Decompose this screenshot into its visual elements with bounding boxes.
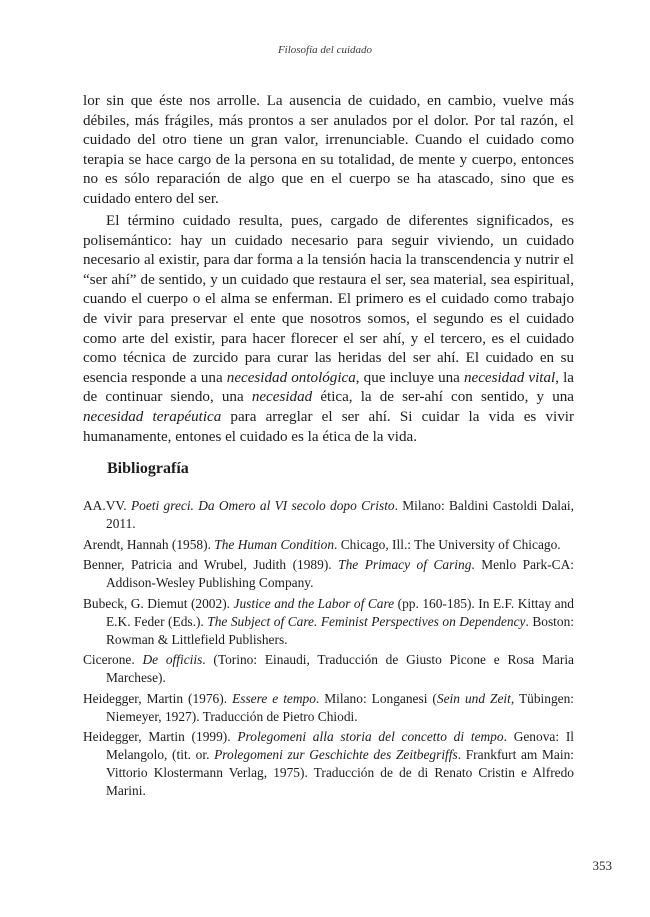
entry-author: Heidegger, Martin (1999). [83, 729, 238, 744]
entry-details: . Boston: Rowman & Littlefield Publishers. [106, 613, 574, 647]
entry-title: The Human Condition [214, 536, 335, 552]
entry-details: (pp. 160-185). In E.F. Kittay and E.K. Feder (Eds.). [106, 595, 575, 629]
body-paragraph-1: lor sin que éste nos arrolle. La ausencia de cuidado, en cambio, vuelve más débiles, más frágiles, más prontos a ser anulados por el dolor. Por tal razón, el cuidado del otro tiene un gran valor, irrenunciable. Cuando el cuidado como terapia se hace cargo de la persona en su totalidad, de mente y cuerpo, entonces no es sólo reparación de algo que en el cuerpo se ha atascado, sino que es cuidado entero del ser. [83, 93, 574, 207]
italic-term: necesidad vital [463, 369, 556, 386]
bibliography-entry [83, 556, 574, 592]
bibliography-entry [83, 595, 574, 649]
bibliography-heading: Bibliografía [107, 460, 189, 477]
italic-term: necesidad terapéutica [83, 408, 222, 425]
entry-details: , Tübingen: Niemeyer, 1927). Traducción de Pietro Chiodi. [106, 690, 574, 724]
bibliography-entry [83, 728, 574, 800]
entry-title: Prolegomeni alla storia del concetto di tempo [237, 729, 504, 744]
text-run: El término cuidado resulta, pues, cargado de diferentes significados, es polisemántico: hay un cuidado necesario para seguir viviendo, un cuidado necesario al existir, para dar forma a la tensión hacia la transcendencia y nutrir el “ser ahí” de sentido, y un cuidado que restaura el ser, sea material, sea espiritual, cuando el cuerpo o el alma se enferman. El primero es el cuidado como trabajo de vivir para preservar el ente que nosotros somos, el segundo es el cuidado como arte del existir, para hacer florecer el ser ahí, y el tercero, es el cuidado como técnica de zurcido para curar las heridas del ser ahí. El cuidado en su esencia responde a una [83, 213, 574, 386]
entry-title: The Primacy of Caring [338, 557, 472, 572]
bibliography-entry [83, 497, 574, 533]
body-paragraph-2 [83, 212, 574, 447]
text-run: para arreglar el ser ahí. Si cuidar la vida es vivir humanamente, entones el cuidado es la ética de la vida. [83, 408, 574, 445]
entry-details: . Milano: Baldini Castoldi Dalai, 2011. [106, 498, 575, 531]
entry-details: . Milano: Longanesi ( [315, 690, 437, 706]
text-run: ética, la de ser-ahí con sentido, y una [312, 389, 574, 406]
italic-term: necesidad [251, 389, 313, 406]
bibliography-entry [83, 651, 574, 687]
text-run: , la de continuar siendo, una [83, 369, 575, 406]
entry-author: AA.VV. [83, 498, 131, 513]
entry-details: . Genova: Il Melangolo, (tit. or. [106, 729, 574, 762]
text-run: , que incluye una [355, 369, 464, 386]
entry-title: Essere e tempo [232, 690, 316, 706]
italic-term: necesidad ontológica [226, 369, 356, 386]
bibliography-list [83, 497, 574, 803]
entry-title: Sein und Zeit [436, 690, 511, 706]
bibliography-entry [83, 690, 574, 726]
entry-details: . (Torino: Einaudi, Traducción de Giusto Picone e Rosa Maria Marchese). [106, 652, 574, 685]
entry-title: Prolegomeni zur Geschichte des Zeitbegriffs [214, 747, 458, 762]
entry-author: Heidegger, Martin (1976). [83, 690, 233, 706]
bibliography-entry [83, 536, 574, 554]
entry-author: Benner, Patricia and Wrubel, Judith (1989). [83, 557, 339, 572]
running-header: Filosofía del cuidado [277, 44, 373, 56]
entry-details: . Frankfurt am Main: Vittorio Klostermann Verlag, 1975). Traducción de de di Renato Cristin e Alfredo Marini. [106, 747, 574, 798]
page-number: 353 [592, 858, 612, 873]
entry-title: The Subject of Care. Feminist Perspectives on Dependency [207, 613, 526, 629]
entry-author: Arendt, Hannah (1958). [83, 536, 215, 552]
entry-title: Justice and the Labor of Care [233, 595, 395, 611]
entry-author: Cicerone. [83, 652, 143, 667]
entry-author: Bubeck, G. Diemut (2002). [83, 595, 234, 611]
entry-details: . Chicago, Ill.: The University of Chicago. [334, 536, 561, 552]
entry-title: De officiis [142, 652, 203, 667]
entry-title: Poeti greci. Da Omero al VI secolo dopo Cristo [130, 498, 395, 513]
entry-details: . Menlo Park-CA: Addison-Wesley Publishing Company. [106, 557, 574, 590]
